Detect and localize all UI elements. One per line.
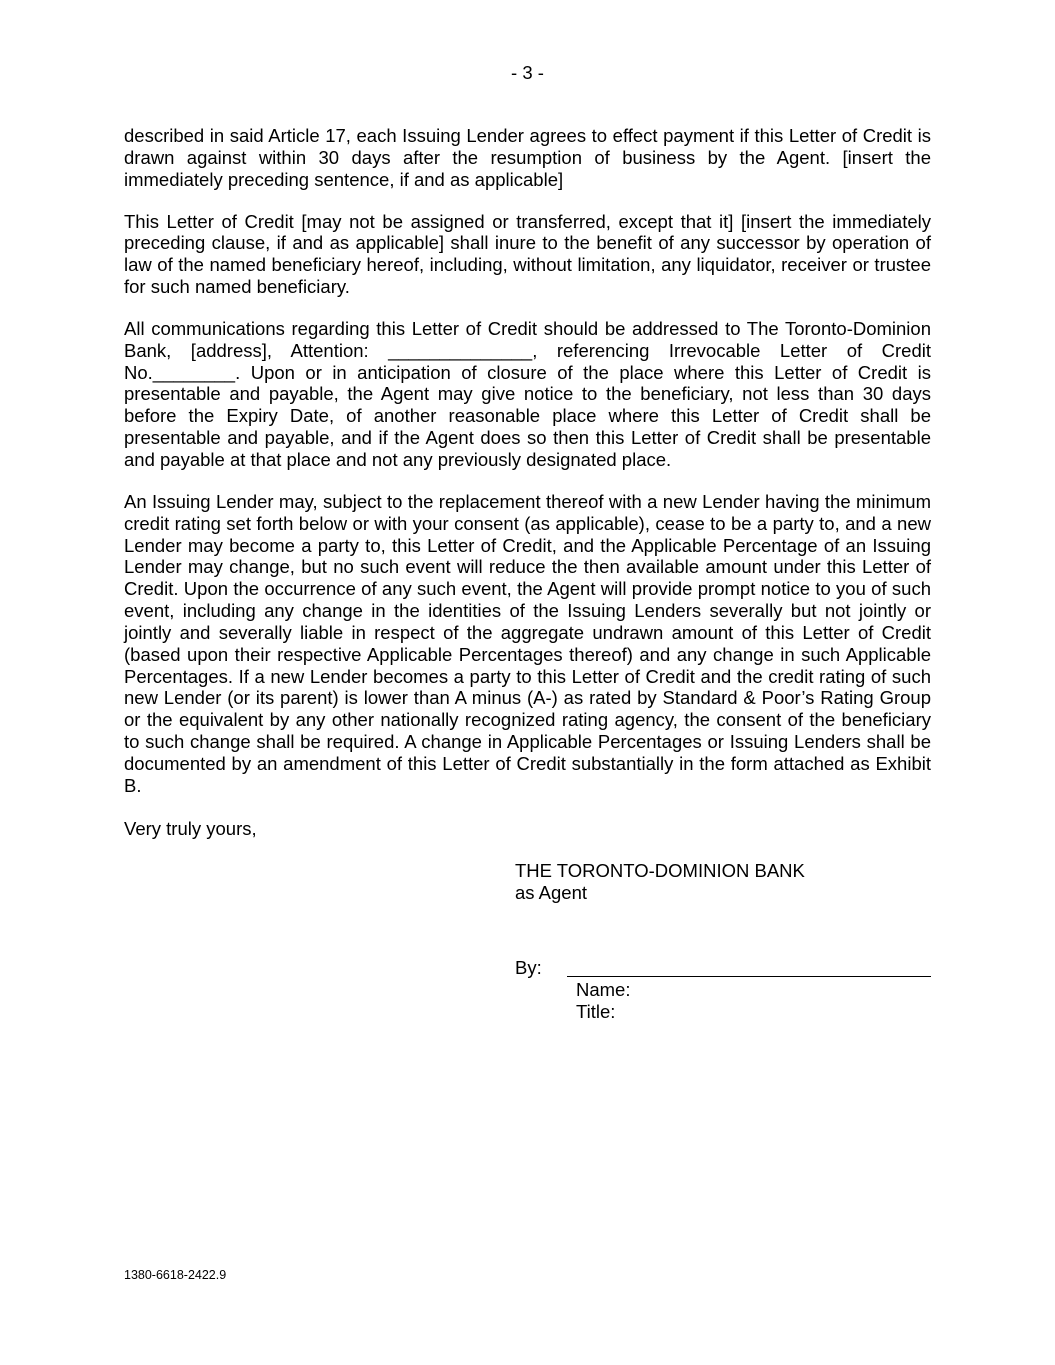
paragraph-communications: All communications regarding this Letter of Credit should be addressed to The Toronto-Dominion Bank, [address], Attention: ______________, referencing Irrevocable Letter of Credit No.________. Upon or in anticipation of closure of the place where this Letter of Credit is presentable and payable, the Agent may give notice to the beneficiary, not less than 30 days before the Expiry Date, of another reasonable place where this Letter of Credit shall be presentable and payable, and if the Agent does so then this Letter of Credit shall be presentable and payable at that place and not any previously designated place. bbox=[124, 317, 931, 470]
page-number: - 3 - bbox=[511, 62, 544, 83]
signatory-block bbox=[515, 860, 805, 904]
signature-line bbox=[567, 976, 931, 977]
closing-salutation: Very truly yours, bbox=[124, 818, 257, 839]
letter-body bbox=[124, 125, 931, 817]
paragraph-payment-resumption: described in said Article 17, each Issuing Lender agrees to effect payment if this Letter of Credit is drawn against within 30 days after the resumption of business by the Agent. [insert the immediately preceding sentence, if and as applicable] bbox=[124, 125, 931, 190]
title-label: Title: bbox=[576, 1001, 616, 1022]
signature-fields bbox=[576, 979, 631, 1023]
bank-role: as Agent bbox=[515, 882, 588, 903]
bank-name: THE TORONTO-DOMINION BANK bbox=[515, 860, 805, 881]
paragraph-assignment: This Letter of Credit [may not be assigned or transferred, except that it] [insert the immediately preceding clause, if and as applicable] shall inure to the benefit of any successor by operation of law of the named beneficiary hereof, including, without limitation, any liquidator, receiver or trustee for such named beneficiary. bbox=[124, 210, 931, 298]
document-id: 1380-6618-2422.9 bbox=[124, 1268, 227, 1282]
paragraph-issuing-lender: An Issuing Lender may, subject to the replacement thereof with a new Lender having the minimum credit rating set forth below or with your consent (as applicable), cease to be a party to, and a new Lender may become a party to, this Letter of Credit, and the Applicable Percentage of an Issuing Lender may change, but no such event will reduce the then available amount under this Letter of Credit. Upon the occurrence of any such event, the Agent will provide prompt notice to you of such event, including any change in the identities of the Issuing Lenders severally but not jointly or jointly and severally liable in respect of the aggregate undrawn amount of this Letter of Credit (based upon their respective Applicable Percentages thereof) and any change in such Applicable Percentages. If a new Lender becomes a party to this Letter of Credit and the credit rating of such new Lender (or its parent) is lower than A minus (A-) as rated by Standard & Poor’s Rating Group or the equivalent by any other nationally recognized rating agency, the consent of the beneficiary to such change shall be required. A change in Applicable Percentages or Issuing Lenders shall be documented by an amendment of this Letter of Credit substantially in the form attached as Exhibit B. bbox=[124, 490, 931, 796]
by-label: By: bbox=[515, 957, 542, 978]
name-label: Name: bbox=[576, 979, 631, 1000]
